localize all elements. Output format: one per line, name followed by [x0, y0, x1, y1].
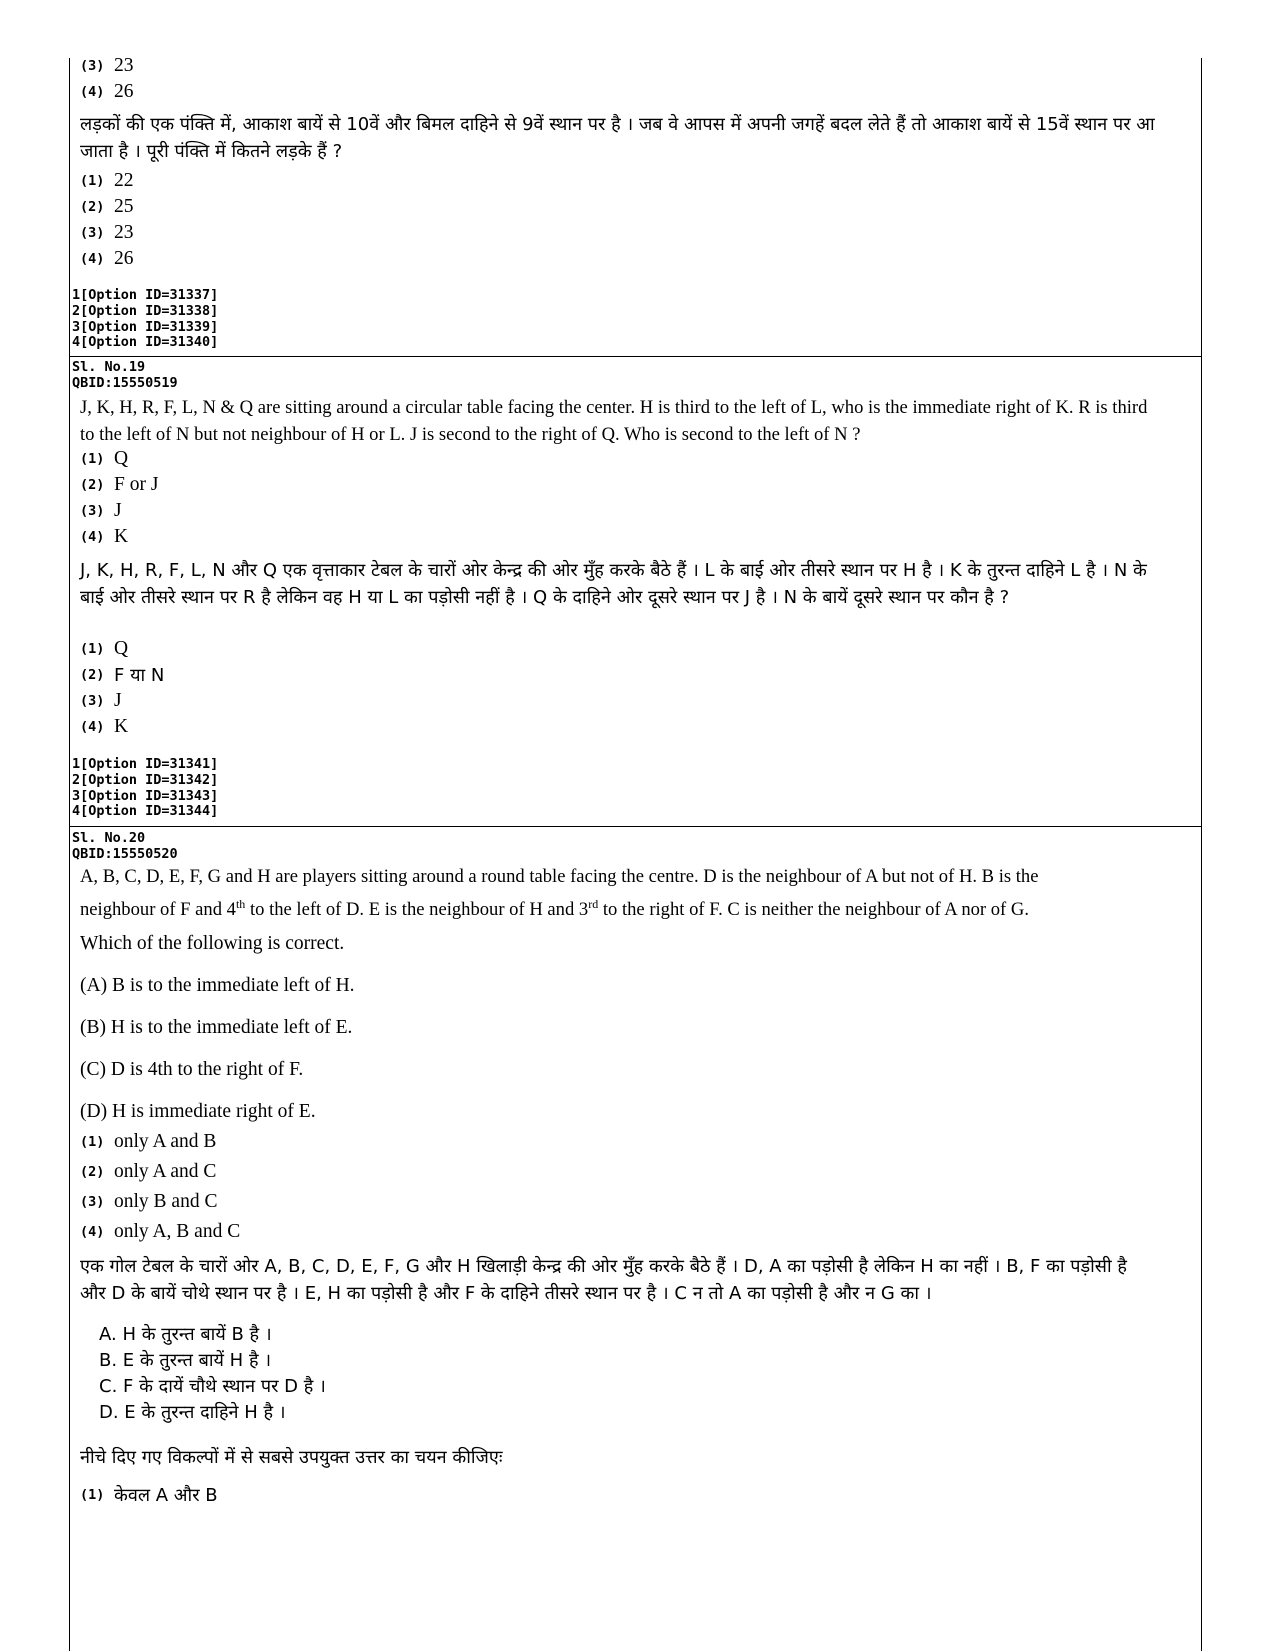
option-en-3: (3) J	[80, 500, 122, 521]
statement-c: (C) D is 4th to the right of F.	[80, 1059, 304, 1080]
question-separator	[69, 356, 1202, 357]
statement-hi-d: D. E के तुरन्त दाहिने H है ।	[99, 1402, 286, 1423]
statement-d: (D) H is immediate right of E.	[80, 1101, 316, 1122]
option-en-3: (3) 23	[80, 55, 134, 76]
question-20-english: A, B, C, D, E, F, G and H are players sitting around a round table facing the centre. D is the neighbour of A but not of H. B is the neighbour of F and 4th to the left of D. E is the neighbour of H and 3rd to the right of F. C is neither the neighbour of A nor of G.	[80, 866, 1039, 921]
question-separator	[69, 826, 1202, 827]
option-hi-3: (3) J	[80, 690, 122, 711]
option-id: 3[Option ID=31343]	[72, 787, 219, 804]
statement-hi-c: C. F के दायें चौथे स्थान पर D है ।	[99, 1376, 326, 1397]
option-ids-19	[72, 757, 1184, 820]
question-18-hindi: लड़कों की एक पंक्ति में, आकाश बायें से 10वें और बिमल दाहिने से 9वें स्थान पर है । जब वे आपस में अपनी जगहें बदल लेते हैं तो आकाश बायें से 15वें स्थान पर आ जाता है । पूरी पंक्ति में कितने लड़के हैं ?	[80, 114, 1155, 162]
question-20-prompt-en: Which of the following is correct.	[80, 933, 345, 954]
option-id: 1[Option ID=31341]	[72, 756, 219, 772]
question-19-options-hi	[80, 636, 1192, 740]
sl-no: Sl. No.19	[72, 359, 146, 375]
option-en-1: (1) only A and B	[80, 1131, 217, 1152]
qbid: QBID:15550520	[72, 845, 178, 862]
sl-no: Sl. No.20	[72, 830, 146, 846]
statement-hi-a: A. H के तुरन्त बायें B है ।	[99, 1324, 272, 1345]
option-hi-1: (1) Q	[80, 638, 129, 659]
option-en-2: (2) F or J	[80, 474, 159, 495]
question-20-prompt-hi: नीचे दिए गए विकल्पों में से सबसे उपयुक्त उत्तर का चयन कीजिएः	[80, 1447, 503, 1468]
question-20-options-en	[80, 1127, 1192, 1247]
option-en-4: (4) 26	[80, 81, 134, 102]
option-id: 4[Option ID=31344]	[72, 803, 219, 820]
question-18-options-hi	[80, 168, 1192, 272]
option-hi-2: (2) 25	[80, 196, 134, 217]
option-hi-3: (3) 23	[80, 222, 134, 243]
option-id: 2[Option ID=31338]	[72, 302, 219, 319]
qbid: QBID:15550519	[72, 374, 178, 391]
option-hi-4: (4) K	[80, 716, 129, 737]
option-en-1: (1) Q	[80, 448, 129, 469]
question-20-statements-hi	[80, 1322, 1192, 1426]
option-ids-18	[72, 288, 1184, 351]
option-id: 3[Option ID=31339]	[72, 318, 219, 335]
option-hi-1: (1) 22	[80, 170, 134, 191]
statement-a: (A) B is to the immediate left of H.	[80, 975, 355, 996]
option-en-2: (2) only A and C	[80, 1161, 217, 1182]
option-hi-2: (2) F या N	[80, 665, 165, 686]
question-20-options-hi	[80, 1482, 1192, 1508]
question-18-block	[80, 53, 1192, 105]
option-en-3: (3) only B and C	[80, 1191, 218, 1212]
option-en-4: (4) only A, B and C	[80, 1221, 241, 1242]
question-20-hindi: एक गोल टेबल के चारों ओर A, B, C, D, E, F, G और H खिलाड़ी केन्द्र की ओर मुँह करके बैठे हैं । D, A का पड़ोसी है लेकिन H का नहीं । B, F का पड़ोसी है और D के बायें चोथे स्थान पर है । E, H का पड़ोसी है और F के दाहिने तीसरे स्थान पर है । C न तो A का पड़ोसी है और न G का ।	[80, 1256, 1127, 1304]
option-hi-1: (1) केवल A और B	[80, 1485, 218, 1506]
question-20-header	[72, 831, 1184, 863]
option-id: 4[Option ID=31340]	[72, 334, 219, 351]
option-id: 2[Option ID=31342]	[72, 771, 219, 788]
question-19-english: J, K, H, R, F, L, N & Q are sitting around a circular table facing the center. H is third to the left of L, who is the immediate right of K. R is third to the left of N but not neighbour of H or L. J is second to the right of Q. Who is second to the left of N ?	[80, 397, 1148, 445]
option-hi-4: (4) 26	[80, 248, 134, 269]
question-19-header	[72, 360, 1184, 392]
statement-b: (B) H is to the immediate left of E.	[80, 1017, 353, 1038]
question-19-options-en	[80, 446, 1192, 550]
statement-hi-b: B. E के तुरन्त बायें H है ।	[99, 1350, 272, 1371]
question-19-hindi: J, K, H, R, F, L, N और Q एक वृत्ताकार टेबल के चारों ओर केन्द्र की ओर मुँह करके बैठे हैं । L के बाई ओर तीसरे स्थान पर H है । K के तुरन्त दाहिने L है । N के बाई ओर तीसरे स्थान पर R है लेकिन वह H या L का पड़ोसी नहीं है । Q के दाहिने ओर दूसरे स्थान पर J है । N के बायें दूसरे स्थान पर कौन है ?	[80, 560, 1147, 608]
option-en-4: (4) K	[80, 526, 129, 547]
option-id: 1[Option ID=31337]	[72, 287, 219, 303]
